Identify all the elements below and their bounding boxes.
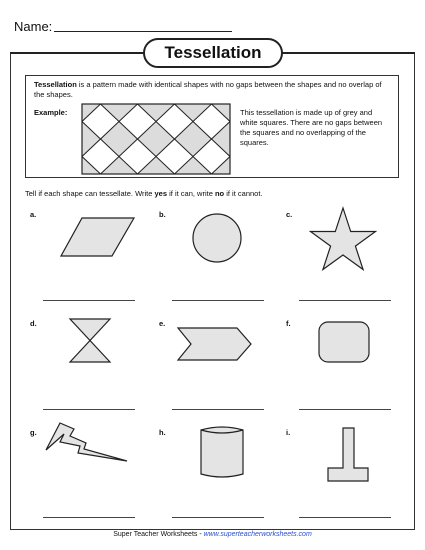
star-shape (308, 206, 378, 272)
answer-line-b[interactable] (172, 300, 264, 301)
problem-e-letter: e. (159, 319, 166, 328)
rounded-rectangle-shape (318, 321, 370, 363)
answer-line-e[interactable] (172, 409, 264, 410)
answer-line-a[interactable] (43, 300, 135, 301)
circle-shape (192, 213, 242, 263)
footer-brand: Super Teacher Worksheets - (113, 531, 204, 538)
page-title: Tessellation (143, 38, 283, 68)
problem-d-letter: d. (30, 319, 37, 328)
name-label: Name: (14, 19, 53, 34)
answer-line-f[interactable] (299, 409, 391, 410)
answer-line-i[interactable] (299, 517, 391, 518)
example-description: This tessellation is made up of grey and white squares. There are no gaps between the squares and no overlapping of the squares. (240, 108, 383, 147)
example-label: Example: (34, 108, 68, 117)
problem-h-letter: h. (159, 428, 166, 437)
example-tessellation (82, 104, 230, 174)
footer (0, 531, 425, 538)
chevron-arrow-shape (177, 327, 252, 361)
problem-c-letter: c. (286, 210, 293, 219)
name-answer-line[interactable] (54, 31, 232, 32)
answer-line-h[interactable] (172, 517, 264, 518)
footer-link[interactable]: www.superteacherworksheets.com (203, 531, 312, 538)
problem-b-letter: b. (159, 210, 166, 219)
definition-body: is a pattern made with identical shapes with no gaps between the shapes and no overlap of the shapes. (34, 80, 382, 99)
problem-i-letter: i. (286, 428, 291, 437)
inverted-t-shape (326, 427, 370, 483)
lightning-bolt-shape (44, 422, 129, 464)
parallelogram-shape (60, 217, 135, 257)
answer-line-g[interactable] (43, 517, 135, 518)
hourglass-shape (68, 318, 112, 363)
cylinder-shape (199, 424, 245, 480)
problem-g-letter: g. (30, 428, 37, 437)
definition-term: Tessellation (34, 80, 77, 89)
definition-text (34, 80, 394, 100)
answer-line-c[interactable] (299, 300, 391, 301)
problem-f-letter: f. (286, 319, 291, 328)
answer-line-d[interactable] (43, 409, 135, 410)
instructions: Tell if each shape can tessellate. Write yes if it can, write no if it cannot. (25, 189, 263, 198)
problem-a-letter: a. (30, 210, 37, 219)
